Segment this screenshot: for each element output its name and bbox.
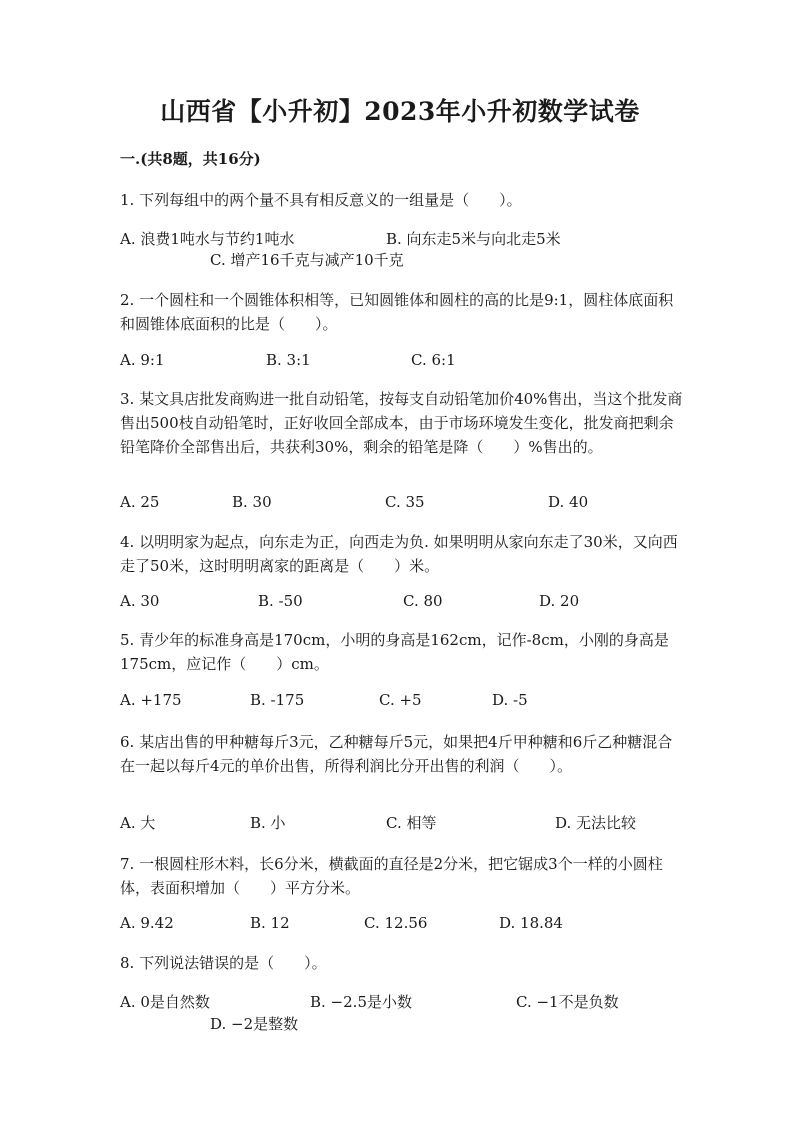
option-4d: D. 20	[539, 592, 580, 610]
question-stem-7: 7. 一根圆柱形木料，长6分米，横截面的直径是2分米，把它锯成3个一样的小圆柱体，表面积增加（ ）平方分米。	[120, 855, 663, 897]
option-2a: A. 9:1	[120, 351, 165, 369]
option-6c: C. 相等	[386, 814, 437, 832]
option-4a: A. 30	[120, 592, 160, 610]
option-3d: D. 40	[548, 493, 589, 511]
question-stem-2: 2. 一个圆柱和一个圆锥体积相等，已知圆锥体和圆柱的高的比是9:1，圆柱体底面积和圆锥体底面积的比是（ ）。	[120, 291, 674, 333]
option-6b: B. 小	[250, 814, 286, 832]
option-8a: A. 0是自然数	[120, 993, 210, 1011]
option-1c: C. 增产16千克与减产10千克	[210, 251, 404, 269]
option-5d: D. -5	[492, 691, 528, 709]
option-8b: B. −2.5是小数	[310, 993, 412, 1011]
option-7c: C. 12.56	[364, 914, 428, 932]
option-5a: A. +175	[120, 691, 182, 709]
option-7a: A. 9.42	[120, 914, 174, 932]
question-stem-4: 4. 以明明家为起点，向东走为正，向西走为负. 如果明明从家向东走了30米，又向西走了50米，这时明明离家的距离是（ ）米。	[120, 533, 678, 575]
option-2b: B. 3:1	[266, 351, 311, 369]
question-stem-5: 5. 青少年的标准身高是170cm，小明的身高是162cm，记作-8cm，小刚的身高是175cm，应记作（ ）cm。	[120, 631, 669, 673]
section-heading: 一.(共8题，共16分)	[120, 150, 261, 168]
option-3b: B. 30	[232, 493, 272, 511]
option-4b: B. -50	[258, 592, 303, 610]
option-1a: A. 浪费1吨水与节约1吨水	[120, 230, 295, 248]
option-6d: D. 无法比较	[555, 814, 637, 832]
option-7d: D. 18.84	[499, 914, 563, 932]
question-stem-3: 3. 某文具店批发商购进一批自动铅笔，按每支自动铅笔加价40%售出，当这个批发商售出500枝自动铅笔时，正好收回全部成本，由于市场环境发生变化，批发商把剩余铅笔降价全部售出后，共获利30%，剩余的铅笔是降（ ）%售出的。	[120, 390, 683, 456]
option-4c: C. 80	[403, 592, 443, 610]
option-6a: A. 大	[120, 814, 156, 832]
option-5c: C. +5	[379, 691, 422, 709]
option-3a: A. 25	[120, 493, 160, 511]
option-1b: B. 向东走5米与向北走5米	[386, 230, 561, 248]
question-stem-6: 6. 某店出售的甲种糖每斤3元，乙种糖每斤5元，如果把4斤甲种糖和6斤乙种糖混合在一起以每斤4元的单价出售，所得利润比分开出售的利润（ ）。	[120, 733, 673, 775]
option-5b: B. -175	[250, 691, 305, 709]
option-2c: C. 6:1	[411, 351, 456, 369]
option-8c: C. −1不是负数	[516, 993, 619, 1011]
option-7b: B. 12	[250, 914, 290, 932]
option-3c: C. 35	[385, 493, 425, 511]
question-stem-8: 8. 下列说法错误的是（ ）。	[120, 954, 327, 972]
question-stem-1: 1. 下列每组中的两个量不具有相反意义的一组量是（ ）。	[120, 191, 522, 209]
page-title: 山西省【小升初】2023年小升初数学试卷	[160, 97, 640, 126]
option-8d: D. −2是整数	[210, 1015, 299, 1033]
